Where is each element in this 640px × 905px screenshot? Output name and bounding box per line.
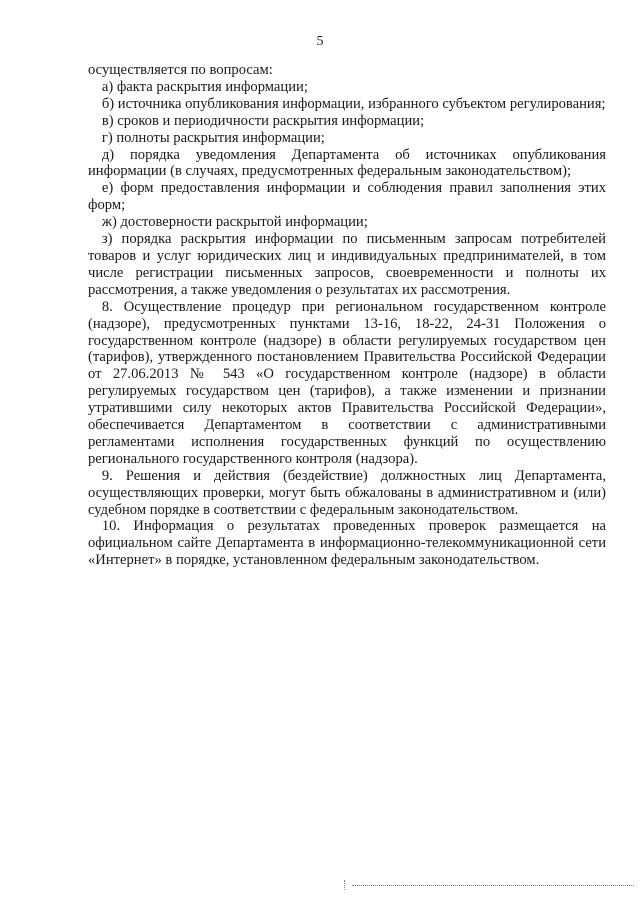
footer-rule <box>352 885 634 886</box>
list-item-zh: ж) достоверности раскрытой информации; <box>101 214 368 231</box>
list-item-e: е) форм предоставления информации и соблюдения правил заполнения этих форм; <box>88 180 606 214</box>
list-item-d: д) порядка уведомления Департамента об источниках опубликования информации (в случаях, предусмотренных федеральным законодательством); <box>88 146 606 180</box>
list-item-b: б) источника опубликования информации, избранного субъектом регулирования; <box>101 95 606 112</box>
page-number: 5 <box>316 34 324 49</box>
section-10-paragraph: 10. Информация о результатах проведенных проверок размещается на официальном сайте Департамента в информационно-телекоммуникационной сети «Интернет» в порядке, установленном федеральным законодательством. <box>88 518 606 569</box>
list-item-v: в) сроков и периодичности раскрытия информации; <box>101 112 425 129</box>
section-9-paragraph: 9. Решения и действия (бездействие) должностных лиц Департамента, осуществляющих проверки, могут быть обжалованы в административном и (или) судебном порядке в соответствии с федеральным законодательством. <box>88 467 606 518</box>
scan-margin-mark <box>344 880 351 890</box>
list-item-z: з) порядка раскрытия информации по письменным запросам потребителей товаров и услуг юридических лиц и индивидуальных предпринимателей, в том числе регистрации письменных запросов, своевременности и полноты их рассмотрения, а также уведомления о результатах их рассмотрения. <box>88 231 606 298</box>
list-item-a: а) факта раскрытия информации; <box>101 78 308 95</box>
section-8-paragraph: 8. Осуществление процедур при региональном государственном контроле (надзоре), предусмотренных пунктами 13-16, 18-22, 24-31 Положения о государственном контроле (надзоре) в области регулируемых государством цен (тарифов), утвержденного постановлением Правительства Российской Федерации от 27.06.2013 № 543 «О государственном контроле (надзоре) в области регулируемых государством цен (тарифов), а также изменении и признании утратившими силу некоторых актов Правительства Российской Федерации», обеспечивается Департаментом в соответствии с административными регламентами исполнения государственных функций по осуществлению регионального государственного контроля (надзора). <box>88 298 606 467</box>
paragraph-intro: осуществляется по вопросам: <box>88 62 273 78</box>
document-body <box>88 62 606 569</box>
list-item-g: г) полноты раскрытия информации; <box>101 129 325 146</box>
